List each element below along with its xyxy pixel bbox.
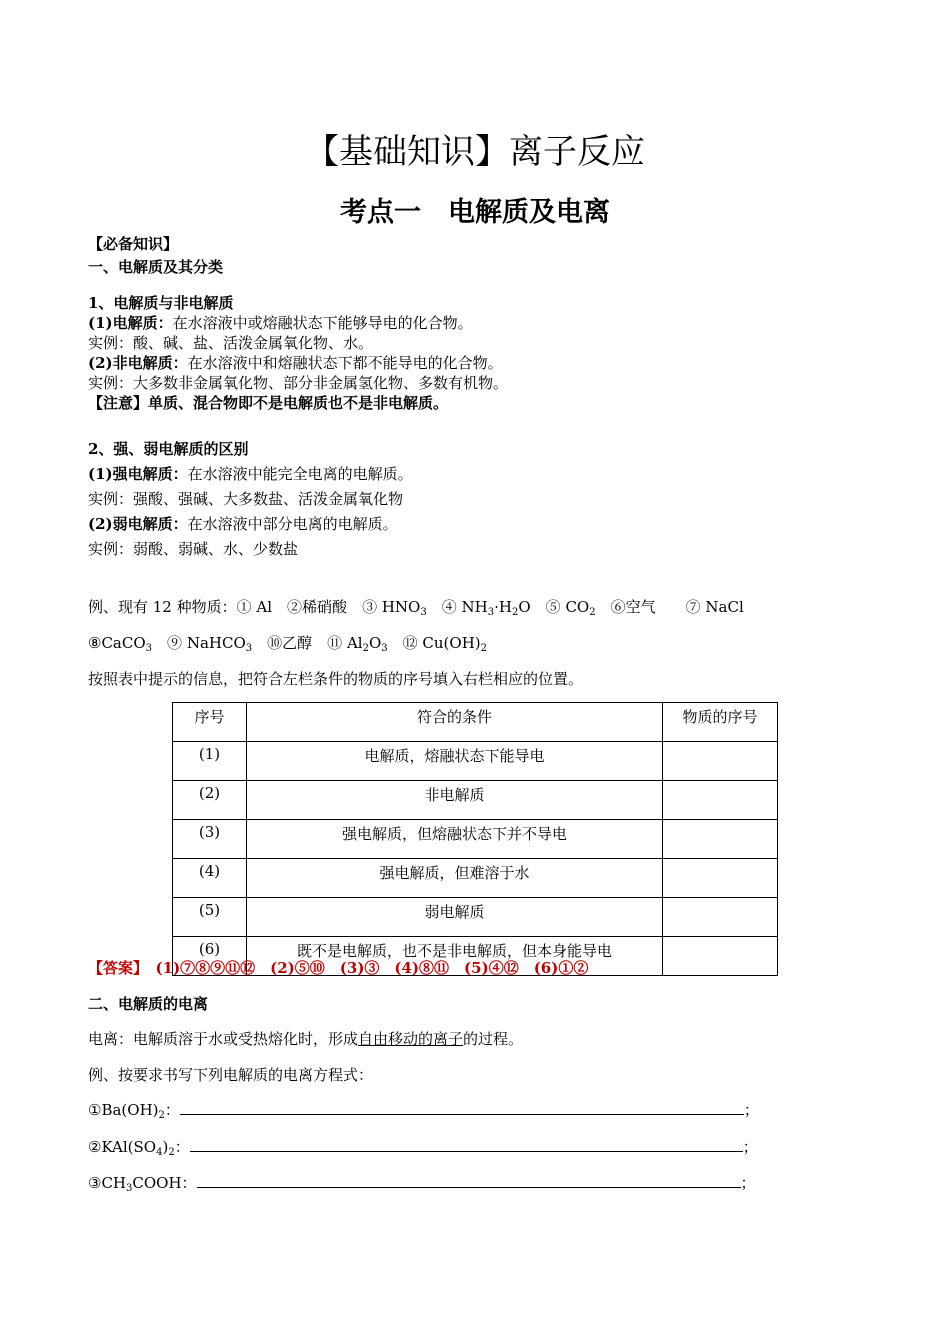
def-weak: (2)弱电解质：在水溶液中部分电离的电解质。 (88, 515, 398, 533)
example-substances-line2: ⑧CaCO$_3$ ⑨ NaHCO$_3$ ⑩乙醇 ⑪ $Al_2O_3$ ⑫ $Cu(OH)_2$ (88, 634, 488, 654)
part1-heading: 一、电解质及其分类 (88, 258, 224, 276)
def-nonelectrolyte: (2)非电解质：在水溶液中和熔融状态下都不能导电的化合物。 (88, 354, 503, 372)
row-answer-cell[interactable] (663, 742, 778, 781)
section-tag: 【必备知识】 (88, 235, 179, 253)
equation-q2: $②KAl(SO_4)_2$： ； (88, 1138, 758, 1158)
row-answer-cell[interactable] (663, 820, 778, 859)
page-title: 【基础知识】离子反应 (305, 132, 645, 172)
answer-line (88, 958, 588, 978)
header-cell: 符合的条件 (247, 703, 663, 742)
table-header-row (173, 703, 778, 742)
row-answer-cell[interactable] (663, 859, 778, 898)
answer-text: (1)⑦⑧⑨⑪⑫ (2)⑤⑩ (3)③ (4)⑧⑪ (5)④⑫ (6)①② (155, 959, 589, 977)
answer-blank[interactable] (180, 1100, 744, 1115)
part2-heading: 二、电解质的电离 (88, 995, 209, 1013)
ionization-definition: 电离：电解质溶于水或受热熔化时，形成自由移动的离子的过程。 (88, 1030, 524, 1048)
header-cell: 序号 (173, 703, 247, 742)
row-answer-cell[interactable] (663, 937, 778, 976)
answer-blank[interactable] (197, 1173, 741, 1188)
classification-table (172, 702, 778, 976)
example2-intro: 例、按要求书写下列电解质的电离方程式： (88, 1066, 374, 1084)
answer-label: 【答案】 (88, 959, 141, 977)
table-row (173, 781, 778, 820)
note: 【注意】单质、混合物即不是电解质也不是非电解质。 (88, 394, 449, 412)
def-electrolyte: (1)电解质：在水溶液中或熔融状态下能够导电的化合物。 (88, 314, 473, 332)
page-subtitle: 考点一 电解质及电离 (340, 197, 610, 228)
ex-strong: 实例：强酸、强碱、大多数盐、活泼金属氧化物 (88, 490, 404, 508)
row-number: (1) (173, 742, 247, 781)
row-number: (5) (173, 898, 247, 937)
answer-blank[interactable] (190, 1137, 743, 1152)
sub2-heading: 2、强、弱电解质的区别 (88, 440, 249, 458)
row-condition: 强电解质，但熔融状态下并不导电 (247, 820, 663, 859)
row-number: (6) (173, 937, 247, 976)
row-number: (2) (173, 781, 247, 820)
sub1-heading: 1、电解质与非电解质 (88, 294, 234, 312)
row-condition: 电解质，熔融状态下能导电 (247, 742, 663, 781)
def-strong: (1)强电解质：在水溶液中能完全电离的电解质。 (88, 465, 413, 483)
row-condition: 非电解质 (247, 781, 663, 820)
row-condition: 强电解质，但难溶于水 (247, 859, 663, 898)
instruction: 按照表中提示的信息，把符合左栏条件的物质的序号填入右栏相应的位置。 (88, 670, 584, 688)
row-condition: 既不是电解质，也不是非电解质，但本身能导电 (247, 937, 663, 976)
ex-electrolyte: 实例：酸、碱、盐、活泼金属氧化物、水。 (88, 334, 374, 352)
ex-nonelectrolyte: 实例：大多数非金属氧化物、部分非金属氢化物、多数有机物。 (88, 374, 509, 392)
table-row (173, 898, 778, 937)
example-substances-line1: 例、现有 12 种物质：① Al ②稀硝酸 ③ $HNO_3$ ④ $NH_3\cdot H_2O$ ⑤ $CO_2$ ⑥空气 ⑦ NaCl (88, 598, 744, 618)
row-answer-cell[interactable] (663, 898, 778, 937)
header-cell: 物质的序号 (663, 703, 778, 742)
ex-weak: 实例：弱酸、弱碱、水、少数盐 (88, 540, 299, 558)
equation-q3: $③CH_3COOH$： ； (88, 1174, 756, 1194)
row-answer-cell[interactable] (663, 781, 778, 820)
row-condition: 弱电解质 (247, 898, 663, 937)
equation-q1: $①Ba(OH)_2$： ； (88, 1101, 759, 1121)
row-number: (4) (173, 859, 247, 898)
row-number: (3) (173, 820, 247, 859)
table-row (173, 820, 778, 859)
table-row (173, 742, 778, 781)
table-row (173, 859, 778, 898)
